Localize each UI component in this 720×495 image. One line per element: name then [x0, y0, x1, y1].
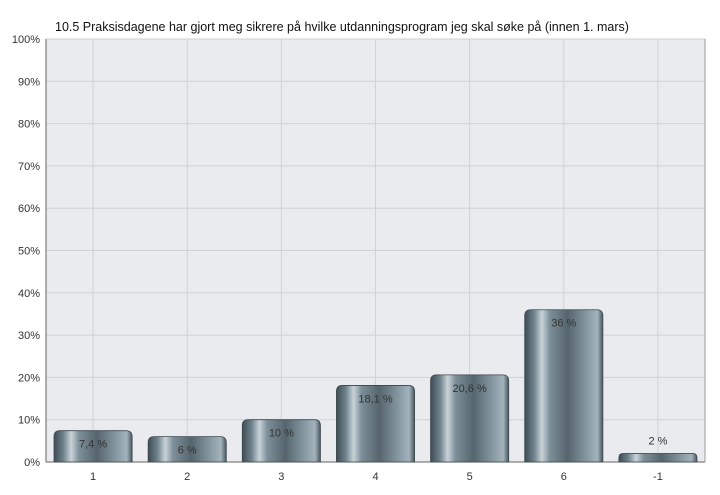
x-tick-label: 3	[278, 471, 285, 483]
data-label: 10 %	[268, 427, 294, 440]
y-tick-label: 10%	[17, 414, 40, 427]
x-tick-label: -1	[653, 471, 663, 483]
x-tick-label: 2	[184, 471, 191, 483]
y-tick-label: 80%	[17, 118, 40, 131]
y-tick-label: 50%	[17, 245, 40, 258]
x-tick-label: 6	[560, 471, 567, 483]
bar	[242, 420, 320, 462]
data-label: 18,1 %	[358, 393, 393, 406]
y-tick-label: 70%	[17, 160, 40, 173]
y-tick-label: 40%	[17, 287, 40, 300]
bar	[525, 310, 603, 462]
data-label: 6 %	[177, 444, 197, 457]
y-tick-label: 20%	[17, 372, 40, 385]
data-label: 36 %	[551, 317, 577, 330]
bar	[619, 454, 697, 462]
x-tick-label: 1	[90, 471, 97, 483]
y-tick-label: 100%	[11, 34, 40, 46]
y-tick-label: 0%	[24, 457, 40, 469]
x-tick-label: 4	[372, 471, 379, 483]
data-label: 2 %	[648, 435, 668, 448]
data-label: 7,4 %	[79, 438, 108, 451]
x-tick-label: 5	[466, 471, 473, 483]
y-tick-label: 90%	[17, 76, 40, 89]
y-tick-label: 60%	[17, 203, 40, 216]
chart-title: 10.5 Praksisdagene har gjort meg sikrere på hvilke utdanningsprogram jeg skal søke på (innen 1. mars)	[55, 20, 629, 34]
data-label: 20,6 %	[452, 382, 487, 395]
y-tick-label: 30%	[17, 330, 40, 343]
